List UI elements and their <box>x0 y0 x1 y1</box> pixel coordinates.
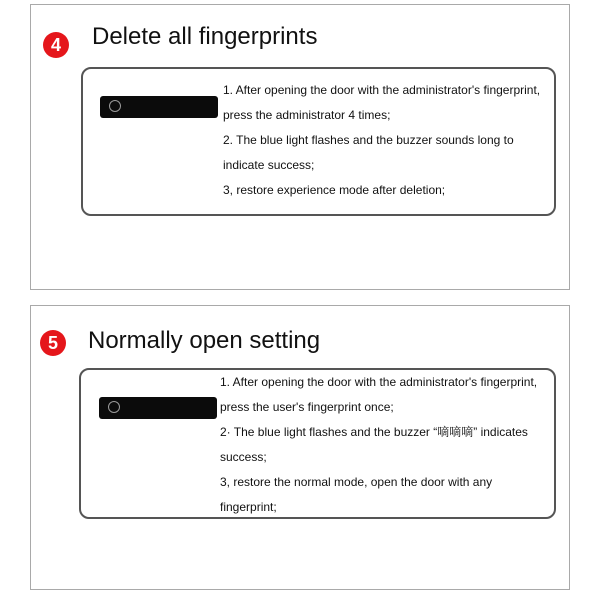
instructions-box <box>81 67 556 216</box>
instruction-line: 2· The blue light flashes and the buzzer “嘀嘀嘀” indicates <box>220 425 528 439</box>
instruction-line: 3, restore the normal mode, open the door with any <box>220 475 493 489</box>
section-normally-open-setting <box>30 305 570 590</box>
instruction-line: fingerprint; <box>220 500 277 514</box>
step-number-badge: 4 <box>43 32 69 58</box>
instruction-line: 2. The blue light flashes and the buzzer sounds long to <box>223 133 514 147</box>
fingerprint-device-icon <box>100 96 218 118</box>
instruction-line: 1. After opening the door with the administrator's fingerprint, <box>220 375 538 389</box>
instruction-line: press the administrator 4 times; <box>223 108 391 122</box>
fingerprint-sensor-icon <box>108 401 120 413</box>
section-title: Normally open setting <box>88 327 321 354</box>
instruction-line: indicate success; <box>223 158 315 172</box>
instruction-line: 1. After opening the door with the administrator's fingerprint, <box>223 83 541 97</box>
section-delete-all-fingerprints <box>30 4 570 290</box>
fingerprint-device-icon <box>99 397 217 419</box>
fingerprint-sensor-icon <box>109 100 121 112</box>
instruction-line: 3, restore experience mode after deletion; <box>223 183 446 197</box>
section-title: Delete all fingerprints <box>92 23 318 50</box>
instruction-lines <box>220 370 537 520</box>
instructions-box <box>79 368 556 519</box>
step-number-badge: 5 <box>40 330 66 356</box>
instruction-line: press the user's fingerprint once; <box>220 400 394 414</box>
instruction-line: success; <box>220 450 267 464</box>
instruction-lines <box>223 78 540 203</box>
